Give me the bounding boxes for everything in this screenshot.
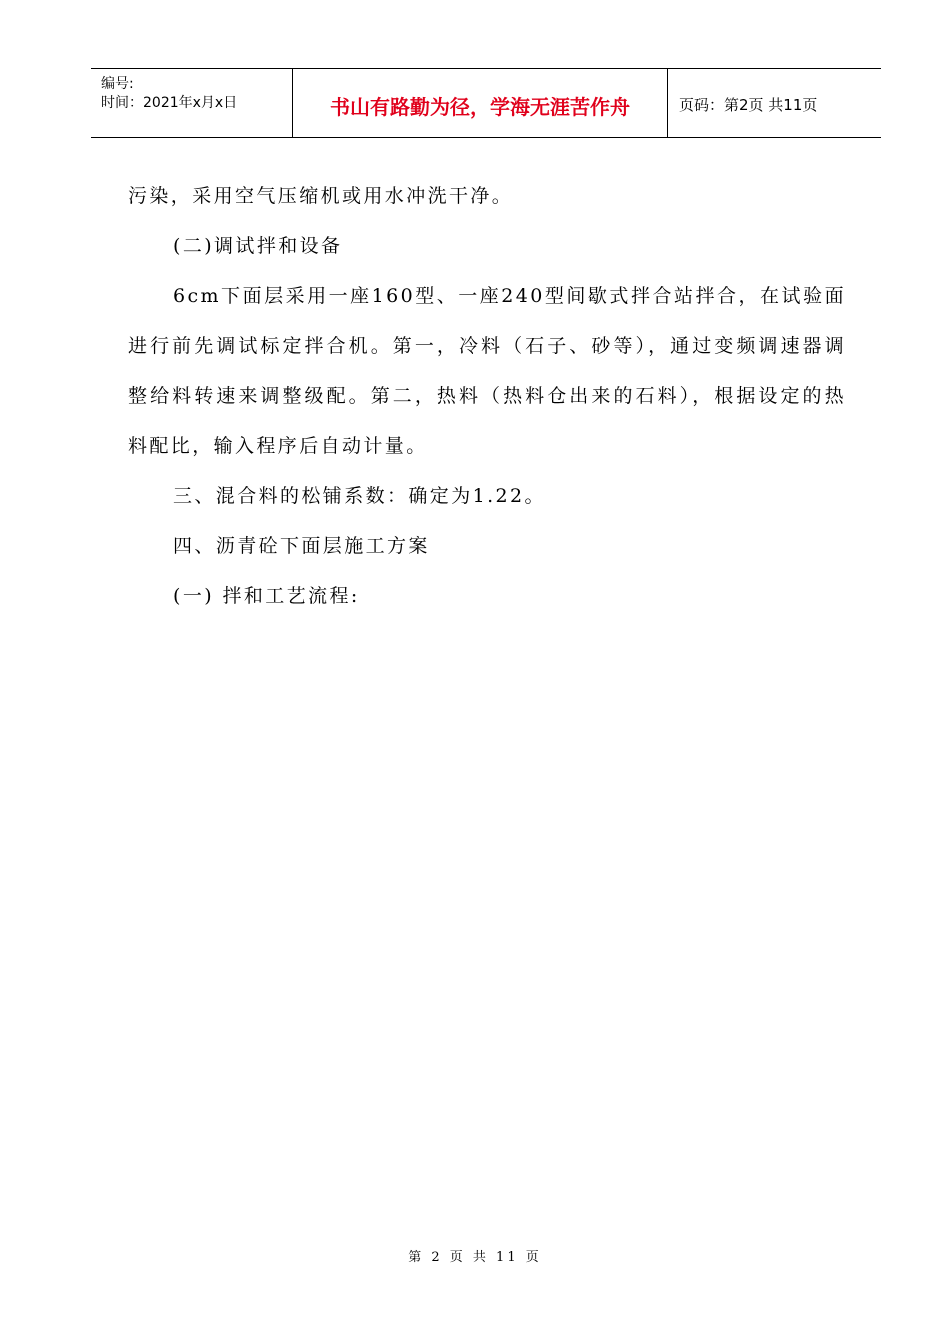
page-info: 页码：第2页 共11页 — [679, 96, 818, 114]
paragraph: 污染，采用空气压缩机或用水冲洗干净。 — [128, 185, 514, 207]
header-motto-cell — [292, 69, 668, 137]
serial-number-label: 编号: — [101, 76, 134, 92]
motto-text: 书山有路勤为径，学海无涯苦作舟 — [330, 95, 630, 119]
section-heading: (二)调试拌和设备 — [173, 235, 343, 257]
section-heading: 四、沥青砼下面层施工方案 — [173, 535, 430, 557]
section-heading: 三、混合料的松铺系数：确定为1.22。 — [173, 485, 546, 507]
header-page-cell — [667, 69, 881, 137]
section-heading: (一) 拌和工艺流程: — [173, 585, 360, 607]
date-label: 时间：2021年x月x日 — [101, 95, 238, 111]
document-body — [128, 171, 846, 621]
header-meta-cell — [91, 69, 292, 137]
document-header — [91, 68, 881, 138]
paragraph: 6cm下面层采用一座160型、一座240型间歇式拌合站拌合，在试验面进行前先调试标定拌合机。第一，冷料（石子、砂等），通过变频调速器调整给料转速来调整级配。第二，热料（热料仓出来的石料），根据设定的热料配比，输入程序后自动计量。 — [128, 285, 846, 457]
page-footer: 第 2 页 共 11 页 — [408, 1250, 542, 1265]
